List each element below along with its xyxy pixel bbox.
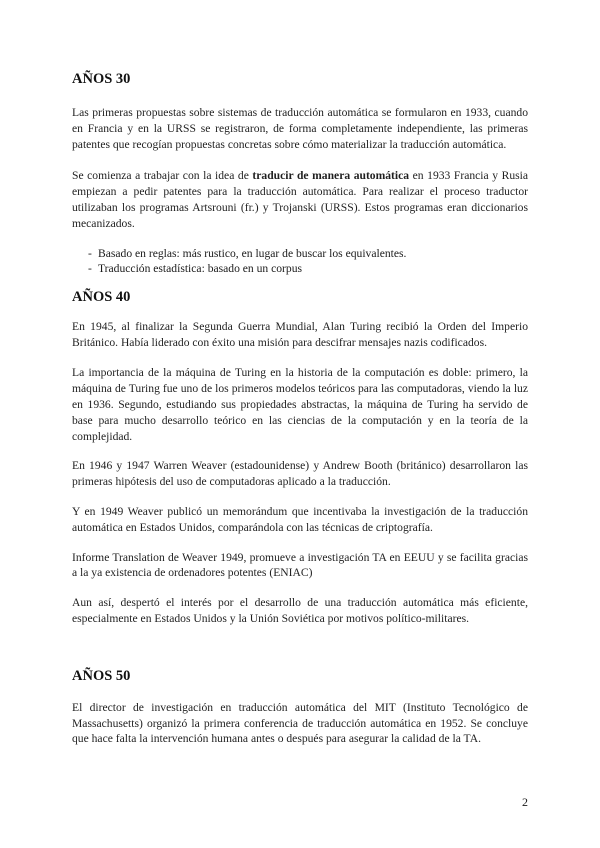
section-heading-50s: AÑOS 50 xyxy=(72,667,131,684)
paragraph: En 1946 y 1947 Warren Weaver (estadounidense) y Andrew Booth (británico) desarrollaron las primeras hipótesis del uso de computadoras aplicado a la traducción. xyxy=(72,459,528,489)
bullet-list xyxy=(72,246,528,277)
page-number: 2 xyxy=(522,795,528,809)
section-heading-40s: AÑOS 40 xyxy=(72,288,131,305)
list-item: - Basado en reglas: más rustico, en lugar de buscar los equivalentes. xyxy=(72,246,528,262)
paragraph: Y en 1949 Weaver publicó un memorándum que incentivaba la investigación de la traducción automática en Estados Unidos, comparándola con las técnicas de criptografía. xyxy=(72,504,528,534)
section-heading-30s: AÑOS 30 xyxy=(72,71,131,87)
paragraph: En 1945, al finalizar la Segunda Guerra Mundial, Alan Turing recibió la Orden del Imperio Británico. Había liderado con éxito una misión para descifrar mensajes nazis codificados. xyxy=(72,319,528,349)
paragraph-text: Se comienza a trabajar con la idea de xyxy=(72,169,253,183)
list-item: - Traducción estadística: basado en un corpus xyxy=(72,261,528,277)
paragraph: Informe Translation de Weaver 1949, promueve a investigación TA en EEUU y se facilita gracias a la ya existencia de ordenadores potentes (ENIAC) xyxy=(72,550,528,580)
paragraph: Aun así, despertó el interés por el desarrollo de una traducción automática más eficiente, especialmente en Estados Unidos y la Unión Soviética por motivos político-militares. xyxy=(72,596,528,625)
paragraph: El director de investigación en traducción automática del MIT (Instituto Tecnológico de Massachusetts) organizó la primera conferencia de traducción automática en 1952. Se concluye que hace falta la intervención humana antes o después para asegurar la calidad de la TA. xyxy=(72,700,528,746)
paragraph: La importancia de la máquina de Turing en la historia de la computación es doble: primero, la máquina de Turing fue uno de los primeros modelos teóricos para las computadoras, viendo la luz en 1936. Segundo, estudiando sus propiedades abstractas, la máquina de Turing ha servido de base para mucho desarrollo teórico en las ciencias de la computación y en la teoría de la complejidad. xyxy=(72,366,528,443)
paragraph-text: en 1933 Francia y Rusia empiezan a pedir patentes para la traducción automática. Para realizar el proceso traductor utilizaban los programas Artsrouni (fr.) y Trojanski (URSS). Estos programas eran diccionarios mecanizados. xyxy=(72,169,529,230)
page-content xyxy=(72,70,528,747)
paragraph xyxy=(72,168,528,231)
paragraph: Las primeras propuestas sobre sistemas de traducción automática se formularon en 1933, cuando en Francia y en la URSS se registraron, de forma completamente independiente, las primeras patentes que recogían propuestas concretas sobre cómo materializar la traducción automática. xyxy=(72,106,528,151)
bold-phrase: traducir de manera automática xyxy=(252,169,410,183)
